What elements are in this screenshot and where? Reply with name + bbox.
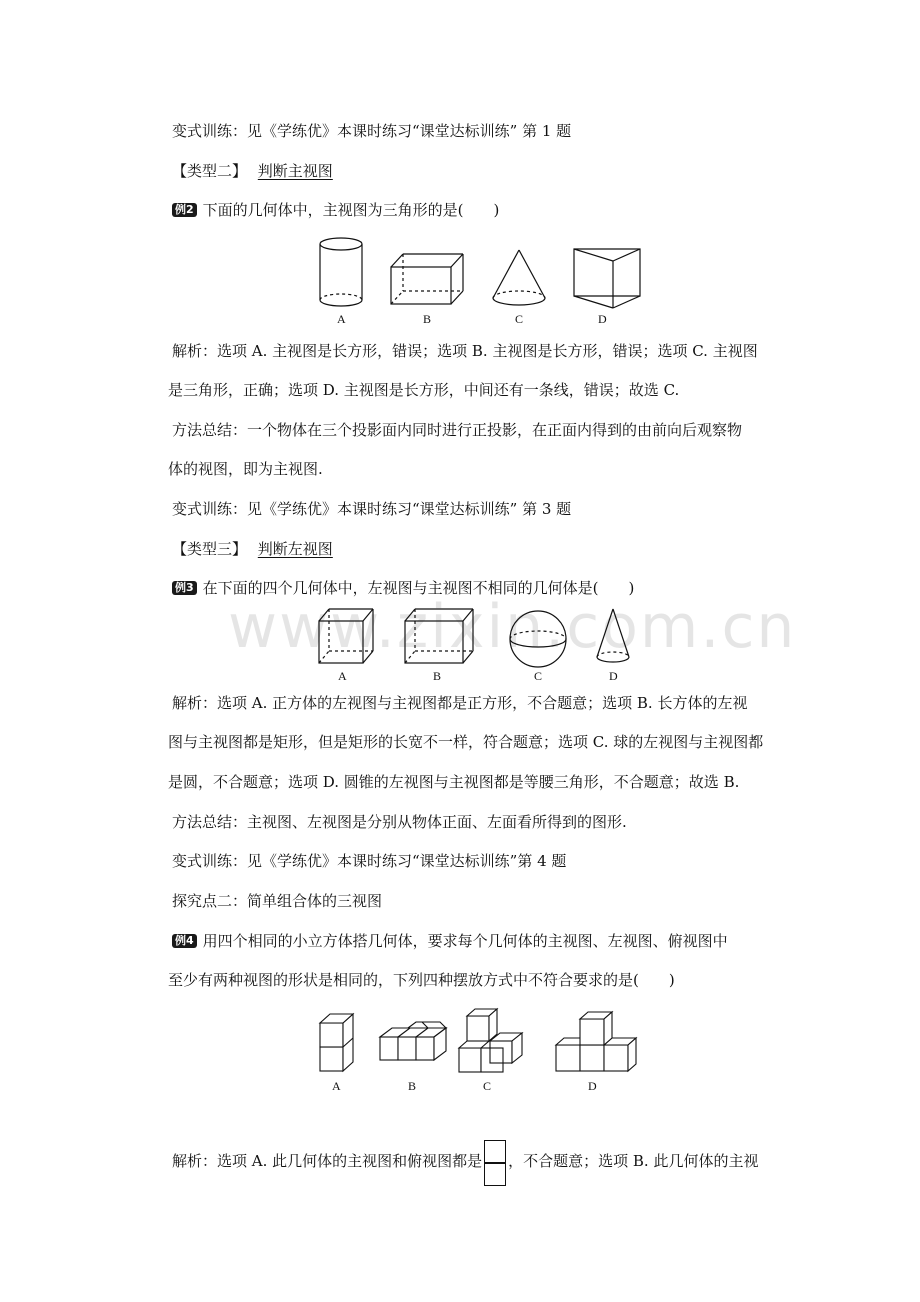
figure-3-label-b: B [408,1079,417,1093]
example-2-question [172,200,499,220]
analysis-4-suffix: ，不合题意；选项 B. 此几何体的主视 [508,1152,759,1170]
example-3-text: 在下面的四个几何体中，左视图与主视图不相同的几何体是( ) [202,579,635,597]
figure-2-label-a: A [338,669,347,683]
sphere-shape [510,611,566,667]
figure-example-4-svg [300,1008,650,1094]
figure-1-label-c: C [515,312,524,326]
stack-d-shape [556,1012,636,1071]
analysis-3-line-2: 图与主视图都是矩形，但是矩形的长宽不一样，符合题意；选项 C. 球的左视图与主视图都 [168,733,764,751]
analysis-4-prefix: 解析：选项 A. 此几何体的主视图和俯视图都是 [172,1152,483,1170]
two-square-view-icon [484,1140,506,1186]
figure-example-4 [300,1008,650,1098]
figure-example-2-svg [300,232,680,332]
figure-2-label-d: D [609,669,618,683]
stack-c-shape [459,1009,522,1072]
watermark: www.zixin.com.cn [228,592,797,662]
stack-a-shape [320,1014,353,1071]
analysis-4-line-1 [172,1140,758,1186]
cuboid-shape-2 [405,609,473,663]
analysis-3-line-1: 解析：选项 A. 正方体的左视图与主视图都是正方形，不合题意；选项 B. 长方体的左视 [172,694,748,712]
type3-heading [172,539,333,559]
type2-title: 判断主视图 [257,162,333,180]
figure-2-label-c: C [534,669,543,683]
figure-1-label-b: B [423,312,432,326]
example-2-badge: 例2 [172,203,197,217]
method-3: 方法总结：主视图、左视图是分别从物体正面、左面看所得到的图形. [172,813,627,831]
cube-shape [319,609,373,663]
figure-example-3 [300,606,640,690]
example-4-badge: 例4 [172,934,197,948]
method-2-line-1: 方法总结：一个物体在三个投影面内同时进行正投影，在正面内得到的由前向后观察物 [172,421,743,439]
cylinder-shape [320,238,362,306]
example-3-badge: 例3 [172,581,197,595]
method-2-line-2: 体的视图，即为主视图. [168,460,323,478]
figure-2-label-b: B [433,669,442,683]
analysis-3-line-3: 是圆，不合题意；选项 D. 圆锥的左视图与主视图都是等腰三角形，不合题意；故选 B. [168,773,740,791]
variant-training-4: 变式训练：见《学练优》本课时练习“课堂达标训练”第 4 题 [172,852,567,870]
figure-1-label-d: D [598,312,607,326]
analysis-2-line-2: 是三角形，正确；选项 D. 主视图是长方形，中间还有一条线，错误；故选 C. [168,381,680,399]
figure-example-3-svg [300,606,640,686]
figure-1-label-a: A [337,312,346,326]
triangular-prism-shape [574,249,640,308]
cone-shape [493,250,545,305]
type2-prefix: 【类型二】 [172,162,248,180]
figure-3-label-c: C [483,1079,492,1093]
variant-training-1: 变式训练：见《学练优》本课时练习“课堂达标训练” 第 1 题 [172,122,572,140]
figure-3-label-a: A [332,1079,341,1093]
type3-title: 判断左视图 [257,540,333,558]
figure-3-label-d: D [588,1079,597,1093]
cuboid-shape [391,254,463,304]
analysis-2-line-1: 解析：选项 A. 主视图是长方形，错误；选项 B. 主视图是长方形，错误；选项 C. 主视图 [172,342,758,360]
cone-shape-2 [597,609,629,662]
type2-heading [172,161,333,181]
stack-b-shape [380,1022,446,1060]
variant-training-3: 变式训练：见《学练优》本课时练习“课堂达标训练” 第 3 题 [172,500,572,518]
explore-point-2: 探究点二：简单组合体的三视图 [172,892,383,910]
type3-prefix: 【类型三】 [172,540,248,558]
example-4-question-line-2: 至少有两种视图的形状是相同的，下列四种摆放方式中不符合要求的是( ) [168,971,675,989]
example-4-question-line-1 [172,931,728,951]
example-2-text: 下面的几何体中，主视图为三角形的是( ) [202,201,500,219]
example-4-text: 用四个相同的小立方体搭几何体，要求每个几何体的主视图、左视图、俯视图中 [202,932,728,950]
figure-example-2 [300,232,680,336]
